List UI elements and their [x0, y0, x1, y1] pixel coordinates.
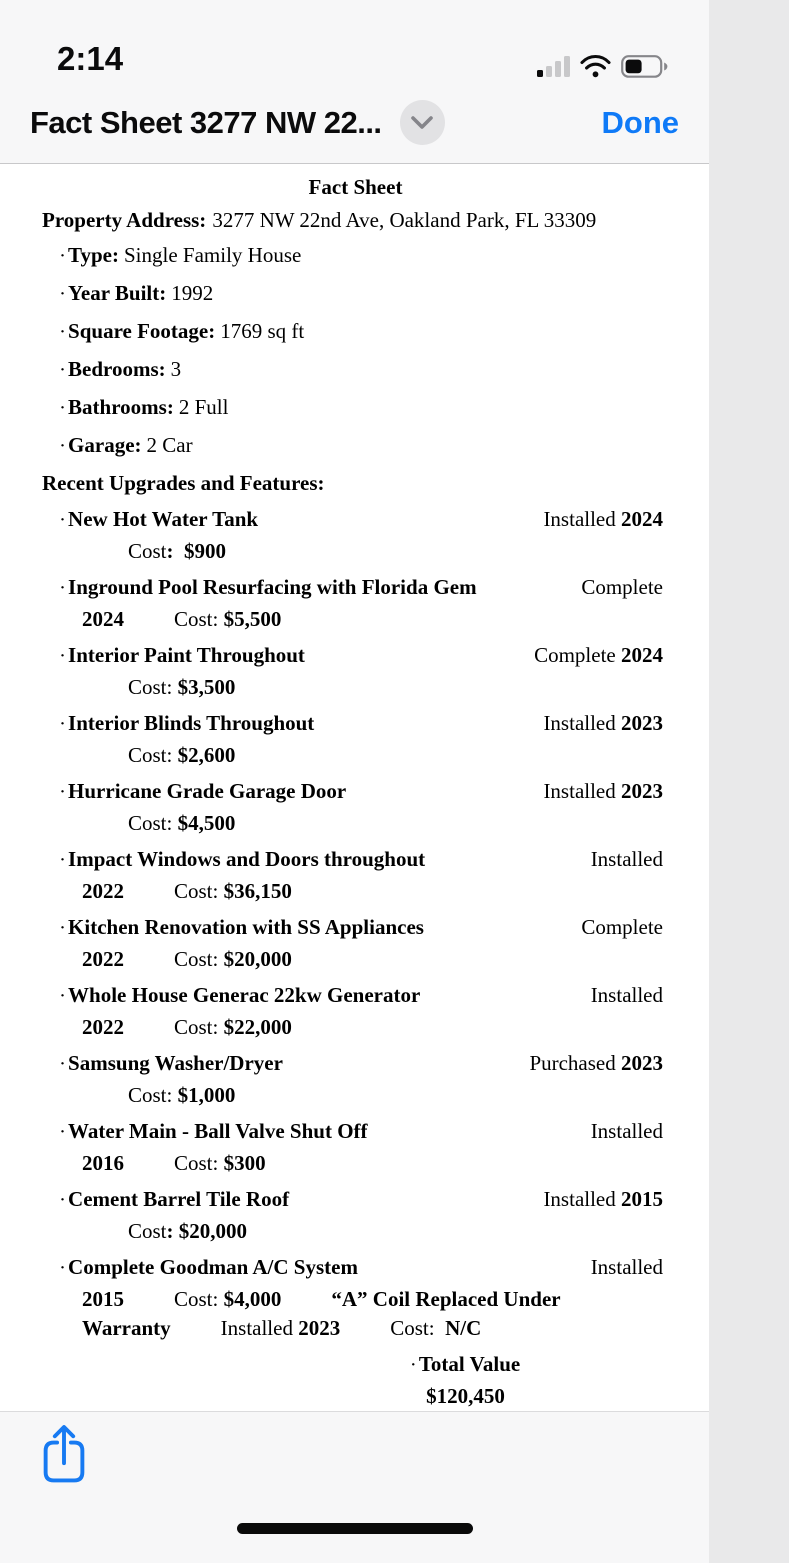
text-segment: $3,500	[177, 675, 236, 699]
bullet-icon: ·	[60, 852, 66, 868]
text-segment: 2023	[621, 711, 663, 735]
upgrade-title: Cement Barrel Tile Roof	[68, 1187, 290, 1211]
fact-label: Type:	[68, 243, 119, 267]
text-segment: Cost:	[174, 1287, 224, 1311]
text-segment: Cost:	[174, 1015, 224, 1039]
upgrade-item	[42, 1185, 689, 1246]
bullet-icon: ·	[60, 324, 66, 340]
bullet-icon: ·	[60, 580, 66, 596]
text-segment: Cost:	[128, 811, 178, 835]
bullet-icon: ·	[60, 438, 66, 454]
fact-row	[42, 431, 689, 463]
fact-value: Single Family House	[124, 243, 302, 267]
upgrade-status	[517, 1049, 689, 1078]
upgrade-detail-line	[42, 1013, 689, 1042]
bullet-icon: ·	[60, 1192, 66, 1208]
upgrade-status	[579, 845, 689, 874]
text-segment: Cost:	[174, 1151, 224, 1175]
text-segment: Cost:	[390, 1316, 446, 1340]
text-segment: 2024	[82, 607, 124, 631]
text-segment: $2,600	[177, 743, 236, 767]
bullet-icon: ·	[60, 400, 66, 416]
upgrade-item	[42, 913, 689, 974]
text-segment: Cost:	[174, 947, 224, 971]
cellular-signal-icon	[537, 56, 570, 77]
upgrade-detail-line	[42, 877, 689, 906]
text-segment: Cost	[128, 1219, 167, 1243]
upgrade-title-row	[42, 981, 689, 1013]
upgrades-list	[42, 505, 689, 1343]
text-segment: $300	[223, 1151, 266, 1175]
text-segment: 2023	[621, 779, 663, 803]
upgrade-item	[42, 1117, 689, 1178]
bullet-icon: ·	[410, 1357, 416, 1373]
fact-label: Garage:	[68, 433, 142, 457]
bottom-toolbar	[0, 1411, 709, 1563]
upgrade-title-row	[42, 1117, 689, 1149]
text-segment: $22,000	[223, 1015, 292, 1039]
clock: 2:14	[57, 40, 124, 77]
upgrade-title: Inground Pool Resurfacing with Florida Gem	[68, 575, 477, 599]
upgrade-detail-line	[42, 741, 689, 770]
upgrade-item	[42, 981, 689, 1042]
upgrade-detail-line	[42, 673, 689, 702]
text-segment: $20,000	[223, 947, 292, 971]
upgrade-detail-line	[42, 1217, 689, 1246]
text-segment: Cost:	[128, 675, 178, 699]
upgrade-detail-line	[42, 1081, 689, 1110]
upgrade-item	[42, 1049, 689, 1110]
fact-value: 1769 sq ft	[220, 319, 305, 343]
upgrade-title-row	[42, 913, 689, 945]
upgrade-title-row	[42, 641, 689, 673]
text-segment: Complete	[581, 915, 663, 939]
chevron-down-icon	[411, 116, 433, 129]
fact-row	[42, 279, 689, 311]
text-segment: Installed	[590, 847, 663, 871]
fact-value: 2 Car	[146, 433, 193, 457]
text-segment: Purchased	[529, 1051, 621, 1075]
property-address-value: 3277 NW 22nd Ave, Oakland Park, FL 33309	[212, 208, 597, 232]
upgrade-status	[531, 709, 689, 738]
upgrade-status	[579, 1117, 689, 1146]
upgrade-title-row	[42, 505, 689, 537]
upgrade-status	[569, 913, 689, 942]
upgrade-item	[42, 1253, 689, 1343]
text-segment: Installed	[590, 1255, 663, 1279]
text-segment: Cost:	[174, 607, 224, 631]
text-segment: 2024	[621, 643, 663, 667]
upgrade-detail-line	[42, 537, 689, 566]
text-segment: $900	[173, 539, 227, 563]
text-segment: 2023	[621, 1051, 663, 1075]
upgrade-title: Water Main - Ball Valve Shut Off	[68, 1119, 368, 1143]
document-scroll-area[interactable]	[0, 164, 709, 1411]
upgrade-title-row	[42, 845, 689, 877]
bullet-icon: ·	[60, 784, 66, 800]
status-bar	[0, 0, 709, 90]
total-label: Total Value	[418, 1352, 521, 1376]
upgrades-heading: Recent Upgrades and Features:	[42, 471, 325, 495]
bullet-icon: ·	[60, 362, 66, 378]
upgrade-status	[579, 981, 689, 1010]
text-segment: 2015	[621, 1187, 663, 1211]
bullet-icon: ·	[60, 512, 66, 528]
done-button[interactable]: Done	[601, 104, 679, 140]
upgrade-title-row	[42, 1253, 689, 1285]
upgrade-title: Impact Windows and Doors throughout	[68, 847, 426, 871]
upgrade-detail-line	[42, 605, 689, 634]
text-segment: Cost	[128, 539, 167, 563]
text-segment: $5,500	[223, 607, 282, 631]
text-segment: 2024	[621, 507, 663, 531]
wifi-icon	[580, 55, 611, 78]
text-segment: Installed	[543, 779, 621, 803]
text-segment: Installed	[543, 711, 621, 735]
upgrade-item	[42, 777, 689, 838]
bullet-icon: ·	[60, 1056, 66, 1072]
property-address-label: Property Address:	[42, 208, 207, 232]
text-segment: $20,000	[178, 1219, 248, 1243]
upgrade-detail-line	[42, 809, 689, 838]
upgrade-title: New Hot Water Tank	[68, 507, 259, 531]
text-segment: Installed	[590, 1119, 663, 1143]
fact-sheet-heading: Fact Sheet	[308, 175, 403, 199]
upgrade-title: Interior Paint Throughout	[68, 643, 305, 667]
text-segment: 2022	[82, 879, 124, 903]
text-segment: $36,150	[223, 879, 292, 903]
upgrade-status	[531, 1185, 689, 1214]
text-segment: $4,000	[223, 1287, 282, 1311]
text-segment: $1,000	[177, 1083, 236, 1107]
fact-row	[42, 317, 689, 349]
fact-label: Bathrooms:	[68, 395, 174, 419]
status-icons	[537, 55, 669, 78]
fact-label: Year Built:	[68, 281, 167, 305]
upgrade-item	[42, 845, 689, 906]
battery-icon	[621, 55, 669, 78]
total-label-line	[142, 1350, 789, 1382]
text-segment: Complete	[581, 575, 663, 599]
upgrade-item	[42, 573, 689, 634]
fact-label: Square Footage:	[68, 319, 216, 343]
text-segment: Cost:	[174, 879, 224, 903]
bullet-icon: ·	[60, 248, 66, 264]
text-segment: :	[166, 539, 174, 563]
fact-row	[42, 241, 689, 273]
upgrade-item	[42, 709, 689, 770]
bullet-icon: ·	[60, 1260, 66, 1276]
property-address	[42, 206, 674, 235]
bullet-icon: ·	[60, 920, 66, 936]
upgrade-item	[42, 641, 689, 702]
upgrade-item	[42, 505, 689, 566]
upgrade-title: Interior Blinds Throughout	[68, 711, 315, 735]
text-segment: Warranty	[82, 1316, 171, 1340]
share-icon	[41, 1423, 87, 1485]
upgrade-status	[531, 777, 689, 806]
upgrade-detail-line	[42, 945, 689, 974]
fact-value: 3	[170, 357, 182, 381]
nav-bar	[0, 90, 709, 164]
upgrade-status	[522, 641, 689, 670]
text-segment: N/C	[445, 1316, 482, 1340]
fact-label: Bedrooms:	[68, 357, 166, 381]
text-segment: Installed	[543, 507, 621, 531]
facts-list	[42, 241, 689, 463]
text-segment: 2015	[82, 1287, 124, 1311]
upgrade-status	[579, 1253, 689, 1282]
title-menu-button[interactable]	[400, 100, 445, 145]
upgrade-title-row	[42, 573, 689, 605]
upgrade-status	[569, 573, 689, 602]
text-segment: Installed	[543, 1187, 621, 1211]
upgrade-title: Hurricane Grade Garage Door	[68, 779, 347, 803]
fact-row	[42, 393, 689, 425]
text-segment: $4,500	[177, 811, 236, 835]
bullet-icon: ·	[60, 716, 66, 732]
upgrade-detail-line	[42, 1149, 689, 1178]
upgrade-title: Samsung Washer/Dryer	[68, 1051, 283, 1075]
upgrade-title-row	[42, 1049, 689, 1081]
text-segment: Installed	[220, 1316, 299, 1340]
fact-value: 1992	[171, 281, 214, 305]
upgrade-detail-line	[42, 1314, 689, 1343]
text-segment: Cost:	[128, 1083, 178, 1107]
text-segment: :	[166, 1219, 179, 1243]
share-button[interactable]	[36, 1422, 92, 1488]
text-segment: 2016	[82, 1151, 124, 1175]
total-block	[142, 1350, 789, 1411]
upgrade-detail-line	[42, 1285, 689, 1314]
upgrade-title: Complete Goodman A/C System	[68, 1255, 358, 1279]
bullet-icon: ·	[60, 286, 66, 302]
bullet-icon: ·	[60, 988, 66, 1004]
text-segment: Installed	[590, 983, 663, 1007]
text-segment: 2023	[298, 1316, 341, 1340]
upgrade-title: Kitchen Renovation with SS Appliances	[68, 915, 424, 939]
fact-value: 2 Full	[178, 395, 229, 419]
bullet-icon: ·	[60, 648, 66, 664]
upgrade-title-row	[42, 777, 689, 809]
upgrade-title: Whole House Generac 22kw Generator	[68, 983, 421, 1007]
text-segment: “A” Coil Replaced Under	[331, 1287, 561, 1311]
home-indicator[interactable]	[237, 1523, 473, 1534]
text-segment: 2022	[82, 1015, 124, 1039]
document-title: Fact Sheet 3277 NW 22...	[30, 104, 382, 140]
upgrade-title-row	[42, 1185, 689, 1217]
text-segment: 2022	[82, 947, 124, 971]
bullet-icon: ·	[60, 1124, 66, 1140]
text-segment: Cost:	[128, 743, 178, 767]
upgrade-status	[531, 505, 689, 534]
total-value: $120,450	[426, 1384, 505, 1408]
fact-row	[42, 355, 689, 387]
upgrade-title-row	[42, 709, 689, 741]
text-segment: Complete	[534, 643, 621, 667]
